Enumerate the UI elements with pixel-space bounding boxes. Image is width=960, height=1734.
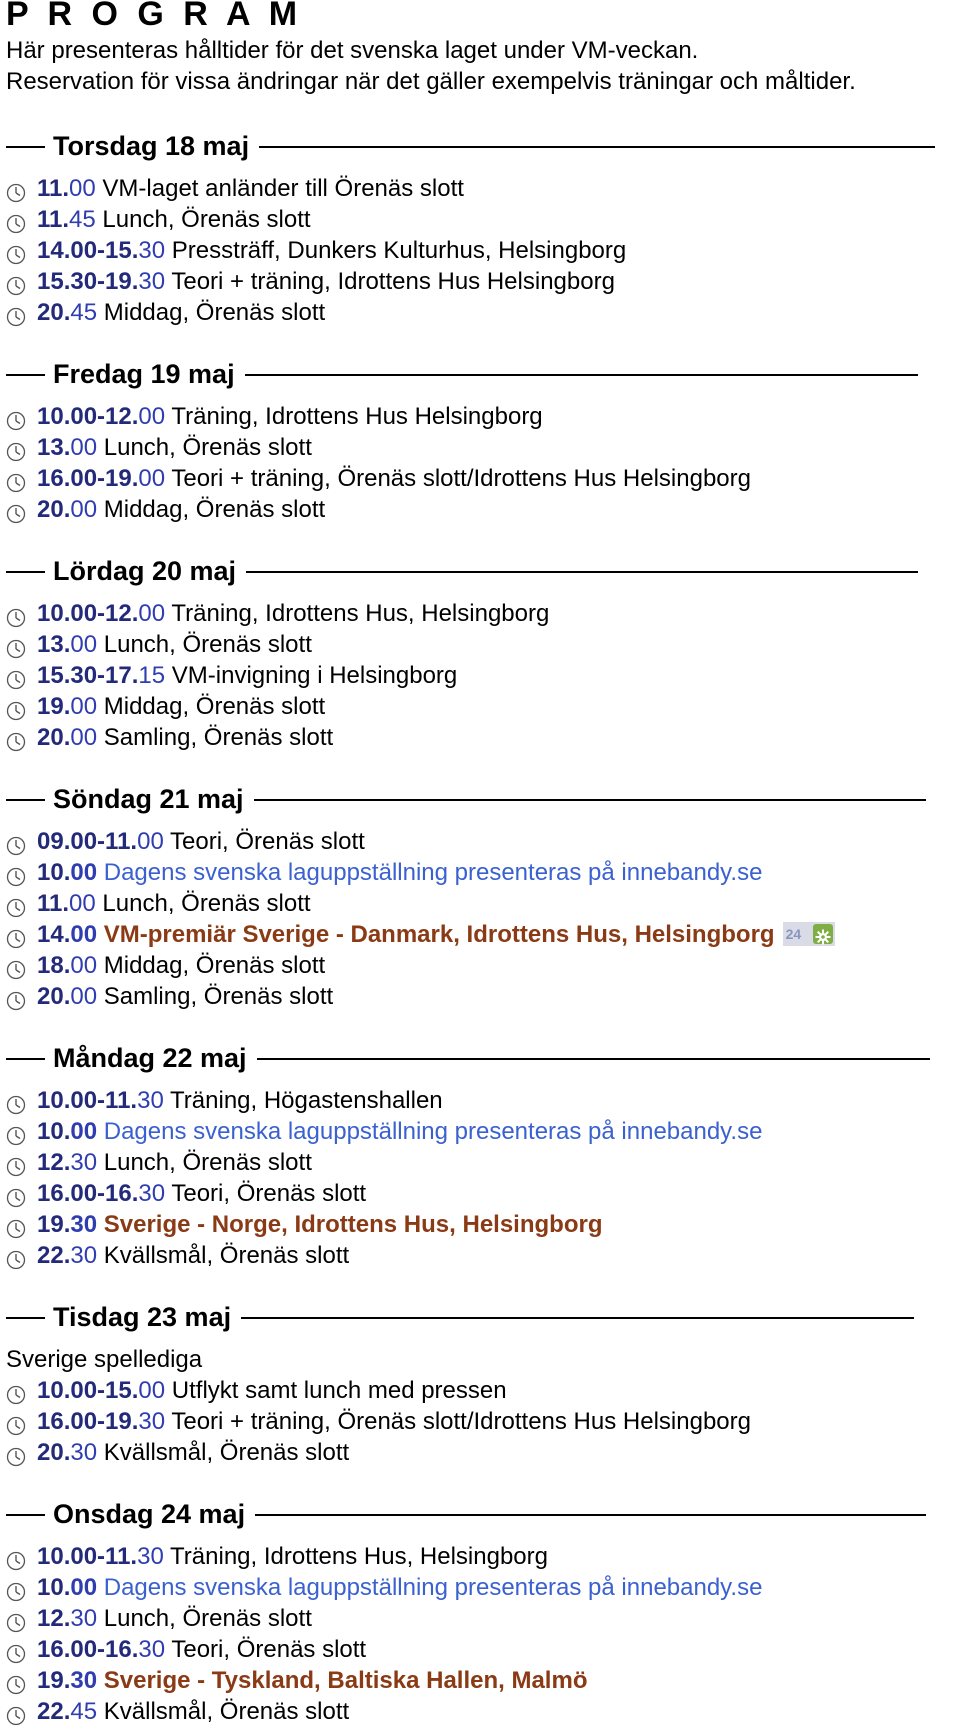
schedule-entry (0, 1375, 960, 1406)
day-title: Onsdag 24 maj (53, 1499, 246, 1529)
time-minutes: 00 (70, 921, 98, 948)
time-minutes: 00 (138, 403, 166, 430)
time-main: 12. (37, 1149, 71, 1176)
clock-icon (6, 957, 26, 977)
time-main: 18. (37, 952, 71, 979)
match-description: Sverige - Norge, Idrottens Hus, Helsingborg (103, 1211, 603, 1238)
day-header (0, 771, 960, 826)
intro-line-1: Här presenteras hålltider för det svenska laget under VM-veckan. (6, 37, 699, 64)
clock-icon (6, 501, 26, 521)
clock-icon (6, 988, 26, 1008)
entry-text (37, 297, 325, 328)
entry-text (37, 1147, 312, 1178)
entry-text (37, 660, 457, 691)
time-main: 10.00-11. (37, 1087, 138, 1114)
schedule-entry (0, 1541, 960, 1572)
time-main: 16.00-16. (37, 1636, 139, 1663)
time-main: 10. (37, 1118, 71, 1145)
time-minutes: 00 (70, 496, 98, 523)
entry-description: Träning, Högastenshallen (170, 1087, 443, 1114)
schedule-entry (0, 1085, 960, 1116)
entry-description: Träning, Idrottens Hus, Helsingborg (170, 1543, 548, 1570)
schedule-entry (0, 660, 960, 691)
tv-channel-number: 24 (785, 926, 802, 942)
day-header (0, 118, 960, 173)
time-minutes: 00 (70, 952, 98, 979)
clock-icon (6, 833, 26, 853)
entry-description: Kvällsmål, Örenäs slott (103, 1698, 350, 1725)
schedule-entry (0, 1696, 960, 1727)
schedule-entry (0, 691, 960, 722)
entry-text (37, 691, 325, 722)
time-minutes: 30 (138, 1180, 166, 1207)
entry-description: VM-laget anländer till Örenäs slott (102, 175, 464, 202)
entry-text (37, 919, 835, 950)
clock-icon (6, 1579, 26, 1599)
time-minutes: 00 (138, 465, 166, 492)
entry-description: Samling, Örenäs slott (103, 724, 334, 751)
schedule-entry (0, 1209, 960, 1240)
entry-description: Träning, Idrottens Hus Helsingborg (171, 403, 543, 430)
gear-icon (813, 924, 833, 944)
schedule-entry (0, 722, 960, 753)
clock-icon (6, 1216, 26, 1236)
schedule-entry (0, 1406, 960, 1437)
entry-text (37, 1572, 762, 1603)
rule-line (254, 799, 926, 801)
page-title: P R O G R A M (6, 0, 303, 33)
entry-text (37, 1634, 366, 1665)
clock-icon (6, 1413, 26, 1433)
clock-icon (6, 273, 26, 293)
entry-text (37, 401, 543, 432)
match-description: Sverige - Tyskland, Baltiska Hallen, Malmö (103, 1667, 588, 1694)
schedule-entry (0, 235, 960, 266)
entry-text (37, 463, 751, 494)
time-minutes: 30 (138, 1636, 166, 1663)
time-main: 19. (37, 693, 71, 720)
time-minutes: 30 (70, 1667, 98, 1694)
clock-icon (6, 304, 26, 324)
lineup-link[interactable]: Dagens svenska laguppställning presenteras på innebandy.se (103, 1118, 763, 1145)
day-note: Sverige spellediga (6, 1346, 203, 1373)
schedule-entry (0, 1240, 960, 1271)
clock-icon (6, 1703, 26, 1723)
time-minutes: 30 (70, 1439, 98, 1466)
entry-description: Middag, Örenäs slott (103, 952, 326, 979)
schedule-entry (0, 494, 960, 525)
time-main: 20. (37, 496, 71, 523)
time-main: 22. (37, 1698, 71, 1725)
rule-lead (6, 1317, 45, 1319)
schedule-entry (0, 950, 960, 981)
time-minutes: 30 (70, 1211, 98, 1238)
entry-text (37, 266, 615, 297)
entry-description: Kvällsmål, Örenäs slott (103, 1242, 350, 1269)
schedule-entry (0, 826, 960, 857)
day-header (0, 543, 960, 598)
clock-icon (6, 470, 26, 490)
schedule-entry (0, 1603, 960, 1634)
entry-description: Lunch, Örenäs slott (103, 1149, 312, 1176)
clock-icon (6, 1610, 26, 1630)
time-main: 10.00-11. (37, 1543, 138, 1570)
clock-icon (6, 729, 26, 749)
time-minutes: 45 (70, 1698, 98, 1725)
time-main: 11. (37, 890, 70, 917)
time-minutes: 00 (137, 828, 164, 855)
schedule-entry (0, 598, 960, 629)
time-main: 14.00-15. (37, 237, 139, 264)
entry-text (37, 826, 365, 857)
time-main: 13. (37, 631, 71, 658)
time-minutes: 00 (70, 1574, 98, 1601)
entry-text (37, 1406, 751, 1437)
clock-icon (6, 1382, 26, 1402)
entry-description: VM-invigning i Helsingborg (171, 662, 458, 689)
day-title: Söndag 21 maj (53, 784, 244, 814)
day-header (0, 1289, 960, 1344)
time-minutes: 30 (138, 237, 166, 264)
entry-description: Lunch, Örenäs slott (102, 206, 311, 233)
day-header (0, 1486, 960, 1541)
time-main: 12. (37, 1605, 71, 1632)
schedule-entry (0, 888, 960, 919)
time-main: 09.00-11. (37, 828, 138, 855)
clock-icon (6, 1092, 26, 1112)
entry-text (37, 173, 464, 204)
clock-icon (6, 1123, 26, 1143)
time-main: 16.00-16. (37, 1180, 139, 1207)
time-main: 16.00-19. (37, 465, 139, 492)
day-title: Måndag 22 maj (53, 1043, 247, 1073)
time-main: 19. (37, 1211, 71, 1238)
clock-icon (6, 667, 26, 687)
entry-description: Teori, Örenäs slott (171, 1636, 367, 1663)
rule-lead (6, 146, 45, 148)
entry-text (37, 235, 626, 266)
clock-icon (6, 1247, 26, 1267)
entry-text (37, 1665, 587, 1696)
entry-text (37, 1603, 312, 1634)
schedule-entry (0, 1634, 960, 1665)
time-minutes: 30 (137, 1543, 164, 1570)
clock-icon (6, 1185, 26, 1205)
time-main: 20. (37, 1439, 71, 1466)
time-main: 11. (37, 206, 70, 233)
time-minutes: 45 (70, 299, 98, 326)
entry-text (37, 722, 333, 753)
time-main: 11. (37, 175, 70, 202)
time-minutes: 00 (70, 631, 98, 658)
day-title: Torsdag 18 maj (53, 131, 250, 161)
entry-text (37, 1437, 349, 1468)
time-main: 10.00-12. (37, 403, 139, 430)
time-minutes: 30 (138, 1408, 166, 1435)
time-main: 20. (37, 299, 71, 326)
entry-description: Teori, Örenäs slott (171, 1180, 367, 1207)
clock-icon (6, 895, 26, 915)
rule-line (241, 1317, 914, 1319)
clock-icon (6, 439, 26, 459)
time-minutes: 00 (70, 859, 98, 886)
time-minutes: 00 (70, 724, 98, 751)
entry-description: Lunch, Örenäs slott (103, 434, 312, 461)
entry-description: Lunch, Örenäs slott (102, 890, 311, 917)
day-header (0, 346, 960, 401)
time-minutes: 00 (138, 1377, 166, 1404)
time-minutes: 30 (70, 1149, 98, 1176)
time-main: 22. (37, 1242, 71, 1269)
time-minutes: 15 (138, 662, 166, 689)
clock-icon (6, 1548, 26, 1568)
time-minutes: 00 (69, 890, 96, 917)
time-minutes: 30 (138, 268, 166, 295)
schedule-entry (0, 857, 960, 888)
entry-description: Middag, Örenäs slott (103, 693, 326, 720)
day-title: Lördag 20 maj (53, 556, 237, 586)
lineup-link[interactable]: Dagens svenska laguppställning presenteras på innebandy.se (103, 859, 763, 886)
entry-text (37, 598, 549, 629)
rule-lead (6, 799, 45, 801)
schedule-entry (0, 1572, 960, 1603)
entry-description: Middag, Örenäs slott (103, 496, 326, 523)
time-main: 15.30-19. (37, 268, 139, 295)
entry-text (37, 1240, 349, 1271)
time-main: 14. (37, 921, 71, 948)
entry-description: Samling, Örenäs slott (103, 983, 334, 1010)
entry-description: Teori + träning, Örenäs slott/Idrottens Hus Helsingborg (171, 465, 751, 492)
clock-icon (6, 1672, 26, 1692)
time-minutes: 30 (70, 1605, 98, 1632)
lineup-link[interactable]: Dagens svenska laguppställning presenteras på innebandy.se (103, 1574, 763, 1601)
clock-icon (6, 926, 26, 946)
rule-line (255, 1514, 926, 1516)
clock-icon (6, 211, 26, 231)
time-main: 16.00-19. (37, 1408, 139, 1435)
entry-text (37, 981, 333, 1012)
match-description: VM-premiär Sverige - Danmark, Idrottens Hus, Helsingborg (103, 921, 775, 948)
entry-text (37, 1375, 507, 1406)
day-title: Tisdag 23 maj (53, 1302, 232, 1332)
time-minutes: 00 (70, 434, 98, 461)
rule-lead (6, 571, 45, 573)
clock-icon (6, 1641, 26, 1661)
tv-broadcast-badge (783, 922, 835, 946)
rule-lead (6, 374, 45, 376)
schedule-entry (0, 919, 960, 950)
time-minutes: 00 (70, 693, 98, 720)
schedule-entry (0, 981, 960, 1012)
schedule-entry (0, 432, 960, 463)
entry-text (37, 1178, 366, 1209)
clock-icon (6, 180, 26, 200)
time-main: 10.00-12. (37, 600, 139, 627)
entry-description: Kvällsmål, Örenäs slott (103, 1439, 350, 1466)
schedule-entry (0, 266, 960, 297)
schedule-entry (0, 1147, 960, 1178)
clock-icon (6, 1444, 26, 1464)
entry-text (37, 494, 325, 525)
clock-icon (6, 408, 26, 428)
schedule-entry (0, 463, 960, 494)
schedule-entry (0, 204, 960, 235)
time-minutes: 30 (137, 1087, 164, 1114)
time-main: 15.30-17. (37, 662, 139, 689)
entry-text (37, 857, 762, 888)
schedule-entry (0, 1178, 960, 1209)
rule-line (257, 1058, 930, 1060)
entry-description: Träning, Idrottens Hus, Helsingborg (171, 600, 550, 627)
schedule-entry (0, 297, 960, 328)
time-main: 13. (37, 434, 71, 461)
time-minutes: 45 (69, 206, 96, 233)
clock-icon (6, 1154, 26, 1174)
time-main: 20. (37, 983, 71, 1010)
rule-line (245, 374, 918, 376)
entry-description: Teori + träning, Örenäs slott/Idrottens Hus Helsingborg (171, 1408, 751, 1435)
schedule-entry (0, 1665, 960, 1696)
schedule (0, 118, 960, 1727)
clock-icon (6, 864, 26, 884)
entry-description: Teori + träning, Idrottens Hus Helsingborg (171, 268, 615, 295)
time-minutes: 30 (70, 1242, 98, 1269)
schedule-entry (0, 629, 960, 660)
entry-text (37, 1696, 349, 1727)
intro-line-2: Reservation för vissa ändringar när det gäller exempelvis träningar och måltider. (6, 68, 856, 95)
entry-text (37, 888, 311, 919)
time-minutes: 00 (70, 983, 98, 1010)
time-main: 20. (37, 724, 71, 751)
schedule-entry (0, 1437, 960, 1468)
entry-text (37, 950, 325, 981)
time-main: 10. (37, 859, 71, 886)
rule-lead (6, 1058, 45, 1060)
rule-lead (6, 1514, 45, 1516)
schedule-entry (0, 173, 960, 204)
entry-text (37, 1116, 762, 1147)
time-main: 10. (37, 1574, 71, 1601)
day-title: Fredag 19 maj (53, 359, 235, 389)
time-minutes: 00 (70, 1118, 98, 1145)
entry-text (37, 204, 311, 235)
clock-icon (6, 605, 26, 625)
time-minutes: 00 (69, 175, 96, 202)
schedule-entry (0, 1116, 960, 1147)
clock-icon (6, 242, 26, 262)
rule-line (246, 571, 918, 573)
schedule-entry (0, 401, 960, 432)
entry-description: Middag, Örenäs slott (103, 299, 326, 326)
entry-text (37, 629, 312, 660)
day-header (0, 1030, 960, 1085)
time-main: 10.00-15. (37, 1377, 139, 1404)
entry-text (37, 1085, 443, 1116)
entry-text (37, 1541, 548, 1572)
entry-description: Utflykt samt lunch med pressen (171, 1377, 507, 1404)
rule-line (259, 146, 935, 148)
entry-text (37, 432, 312, 463)
time-main: 19. (37, 1667, 71, 1694)
entry-description: Lunch, Örenäs slott (103, 631, 312, 658)
entry-text (37, 1209, 603, 1240)
entry-description: Pressträff, Dunkers Kulturhus, Helsingborg (171, 237, 627, 264)
entry-description: Teori, Örenäs slott (170, 828, 365, 855)
time-minutes: 00 (138, 600, 166, 627)
entry-description: Lunch, Örenäs slott (103, 1605, 312, 1632)
clock-icon (6, 698, 26, 718)
clock-icon (6, 636, 26, 656)
